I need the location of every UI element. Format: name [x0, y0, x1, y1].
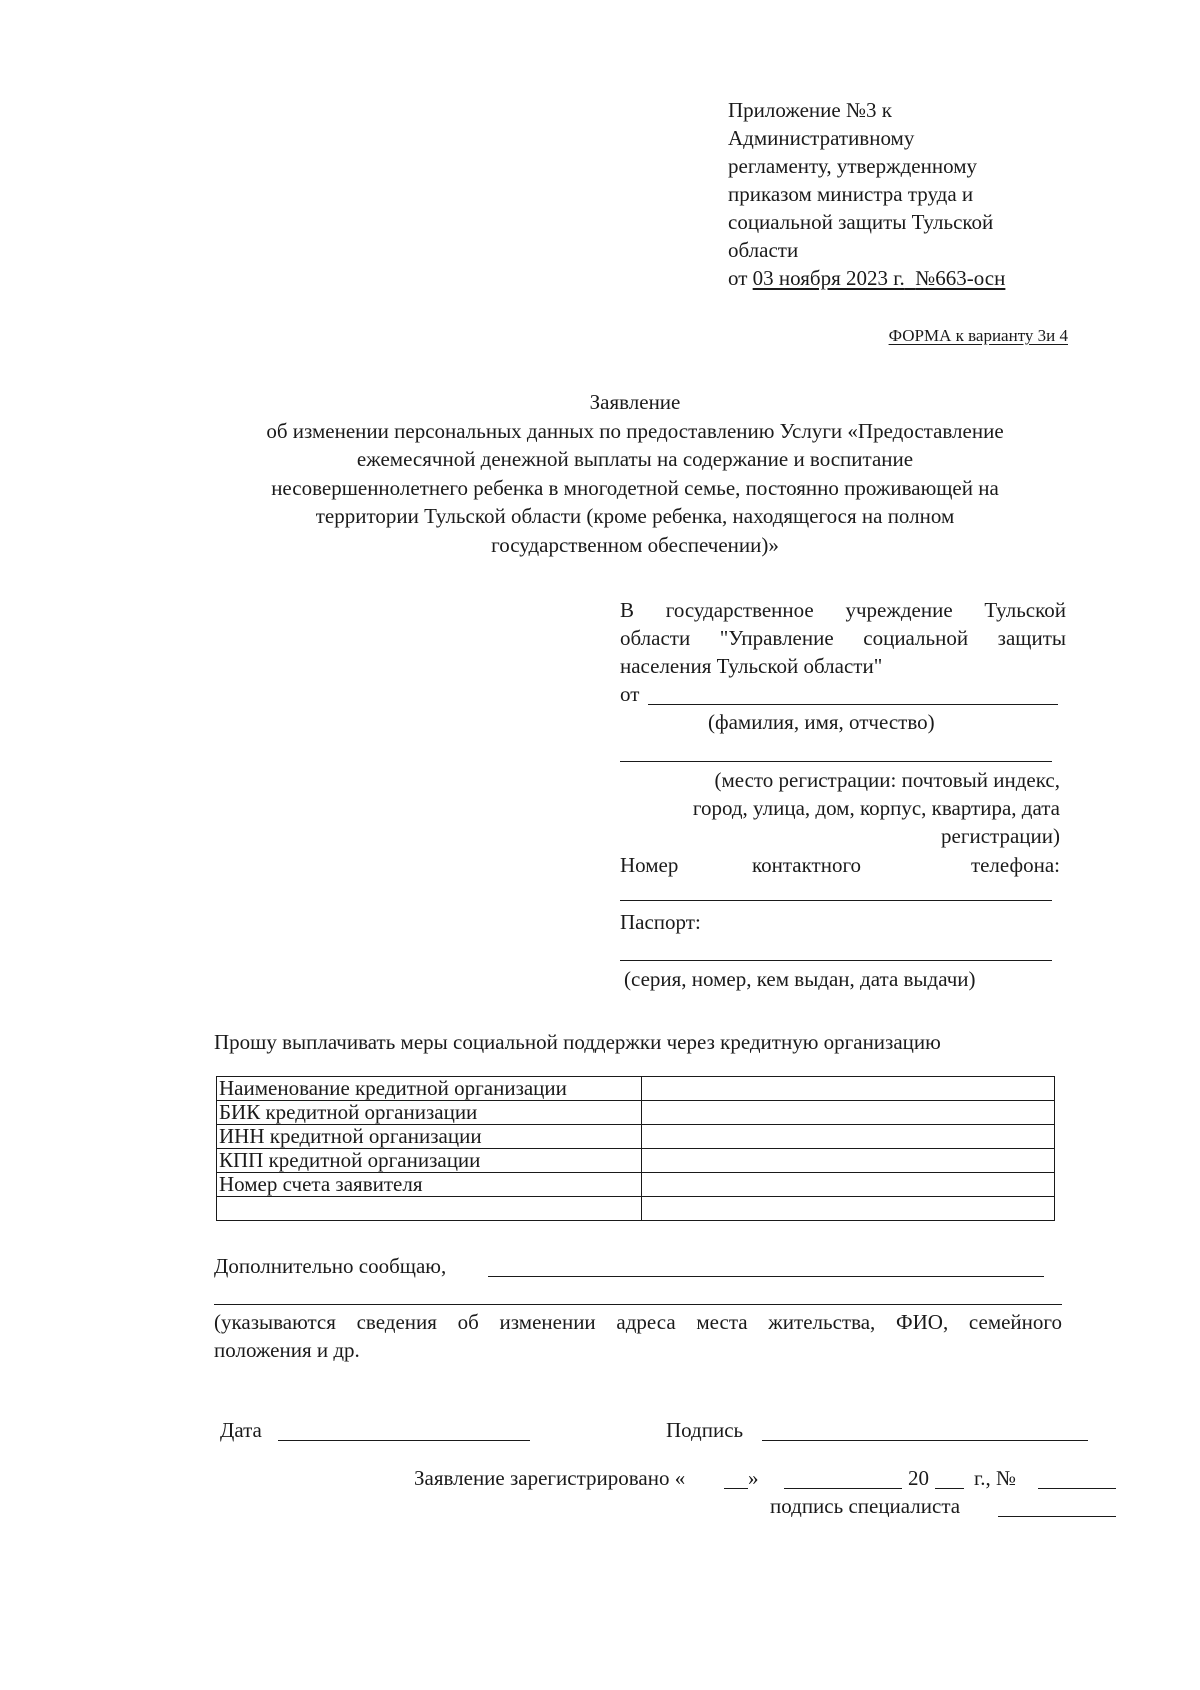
registration-quote-close: » — [748, 1466, 759, 1490]
statement-title — [200, 388, 1070, 559]
registration-caption-line: регистрации) — [941, 824, 1060, 848]
registration-caption-line: (место регистрации: почтовый индекс, — [714, 768, 1060, 792]
title-line: ежемесячной денежной выплаты на содержание и воспитание — [356, 447, 914, 471]
signature-field[interactable] — [762, 1440, 1088, 1441]
title-line: несовершеннолетнего ребенка в многодетной семье, постоянно проживающей на — [271, 475, 999, 500]
title-line: об изменении персональных данных по предоставлению Услуги «Предоставление — [266, 418, 1004, 443]
additional-note-line: (указываются сведения об изменении адреса места жительства, ФИО, семейного — [214, 1310, 1062, 1334]
title-line: государственном обеспечении)» — [491, 532, 779, 557]
signature-label: Подпись — [666, 1418, 744, 1442]
bank-row-label: Наименование кредитной организации — [217, 1077, 642, 1101]
form-reference: ФОРМА к варианту 3и 4 — [888, 326, 1068, 345]
appendix-line: социальной защиты Тульской — [728, 210, 994, 234]
addressee-block — [620, 596, 1066, 652]
title-line: территории Тульской области (кроме ребенка, находящегося на полном — [315, 504, 955, 528]
registration-number-field[interactable] — [1038, 1488, 1116, 1489]
addressee-line: области "Управление социальной защиты — [620, 626, 1066, 650]
date-field[interactable] — [278, 1440, 530, 1441]
bank-row-label: БИК кредитной организации — [217, 1101, 642, 1125]
registration-caption-line: город, улица, дом, корпус, квартира, дата — [692, 796, 1060, 820]
bank-row-value[interactable] — [642, 1173, 1055, 1197]
appendix-date-prefix: от — [728, 266, 748, 290]
appendix-line: приказом министра труда и — [728, 182, 974, 206]
bank-row-value[interactable] — [642, 1125, 1055, 1149]
bank-row-label: Номер счета заявителя — [217, 1173, 642, 1197]
table-row — [217, 1125, 1055, 1149]
table-row — [217, 1101, 1055, 1125]
fio-caption: (фамилия, имя, отчество) — [708, 710, 935, 734]
appendix-date-line — [728, 264, 1058, 292]
from-label: от — [620, 682, 640, 706]
appendix-line: Административному — [728, 126, 915, 150]
registration-day-field[interactable] — [724, 1488, 748, 1489]
passport-caption: (серия, номер, кем выдан, дата выдачи) — [624, 967, 976, 991]
passport-label: Паспорт: — [620, 910, 701, 934]
phone-word: телефона: — [970, 853, 1060, 877]
title-heading: Заявление — [589, 390, 681, 414]
bank-details-table — [216, 1076, 1055, 1221]
registration-year-prefix: 20 — [908, 1466, 929, 1490]
specialist-signature-field[interactable] — [998, 1516, 1116, 1517]
request-text: Прошу выплачивать меры социальной поддержки через кредитную организацию — [214, 1030, 941, 1054]
appendix-header — [728, 96, 1058, 292]
phone-word: Номер — [620, 853, 679, 877]
appendix-number: №663-осн — [915, 266, 1006, 290]
additional-field-2[interactable] — [214, 1304, 1062, 1305]
bank-row-value[interactable] — [642, 1077, 1055, 1101]
appendix-line: регламенту, утвержденному — [728, 154, 977, 178]
addressee-last-line: населения Тульской области" — [620, 654, 883, 678]
bank-row-label: КПП кредитной организации — [217, 1149, 642, 1173]
specialist-signature-label: подпись специалиста — [770, 1494, 961, 1518]
registration-year-field[interactable] — [935, 1488, 964, 1489]
bank-row-value[interactable] — [642, 1197, 1055, 1221]
registration-field[interactable] — [620, 761, 1052, 762]
additional-label: Дополнительно сообщаю, — [214, 1254, 447, 1278]
bank-row-label: ИНН кредитной организации — [217, 1125, 642, 1149]
bank-row-value[interactable] — [642, 1101, 1055, 1125]
phone-field[interactable] — [620, 900, 1052, 901]
appendix-line: Приложение №3 к — [728, 98, 892, 122]
appendix-date: 03 ноября 2023 г. — [752, 266, 905, 290]
table-row — [217, 1173, 1055, 1197]
appendix-number-gap — [905, 266, 916, 290]
table-row — [217, 1077, 1055, 1101]
passport-field[interactable] — [620, 960, 1052, 961]
fio-field[interactable] — [648, 704, 1058, 705]
bank-row-label[interactable] — [217, 1197, 642, 1221]
bank-row-value[interactable] — [642, 1149, 1055, 1173]
phone-word: контактного — [752, 853, 862, 877]
addressee-line: В государственное учреждение Тульской — [620, 598, 1066, 622]
date-label: Дата — [220, 1418, 262, 1442]
additional-note-line: положения и др. — [214, 1338, 360, 1362]
registration-prefix: Заявление зарегистрировано « — [414, 1466, 686, 1490]
additional-field[interactable] — [488, 1276, 1044, 1277]
registration-year-suffix: г., № — [974, 1466, 1017, 1490]
table-row — [217, 1149, 1055, 1173]
appendix-line: области — [728, 238, 799, 262]
registration-month-field[interactable] — [784, 1488, 902, 1489]
table-row — [217, 1197, 1055, 1221]
